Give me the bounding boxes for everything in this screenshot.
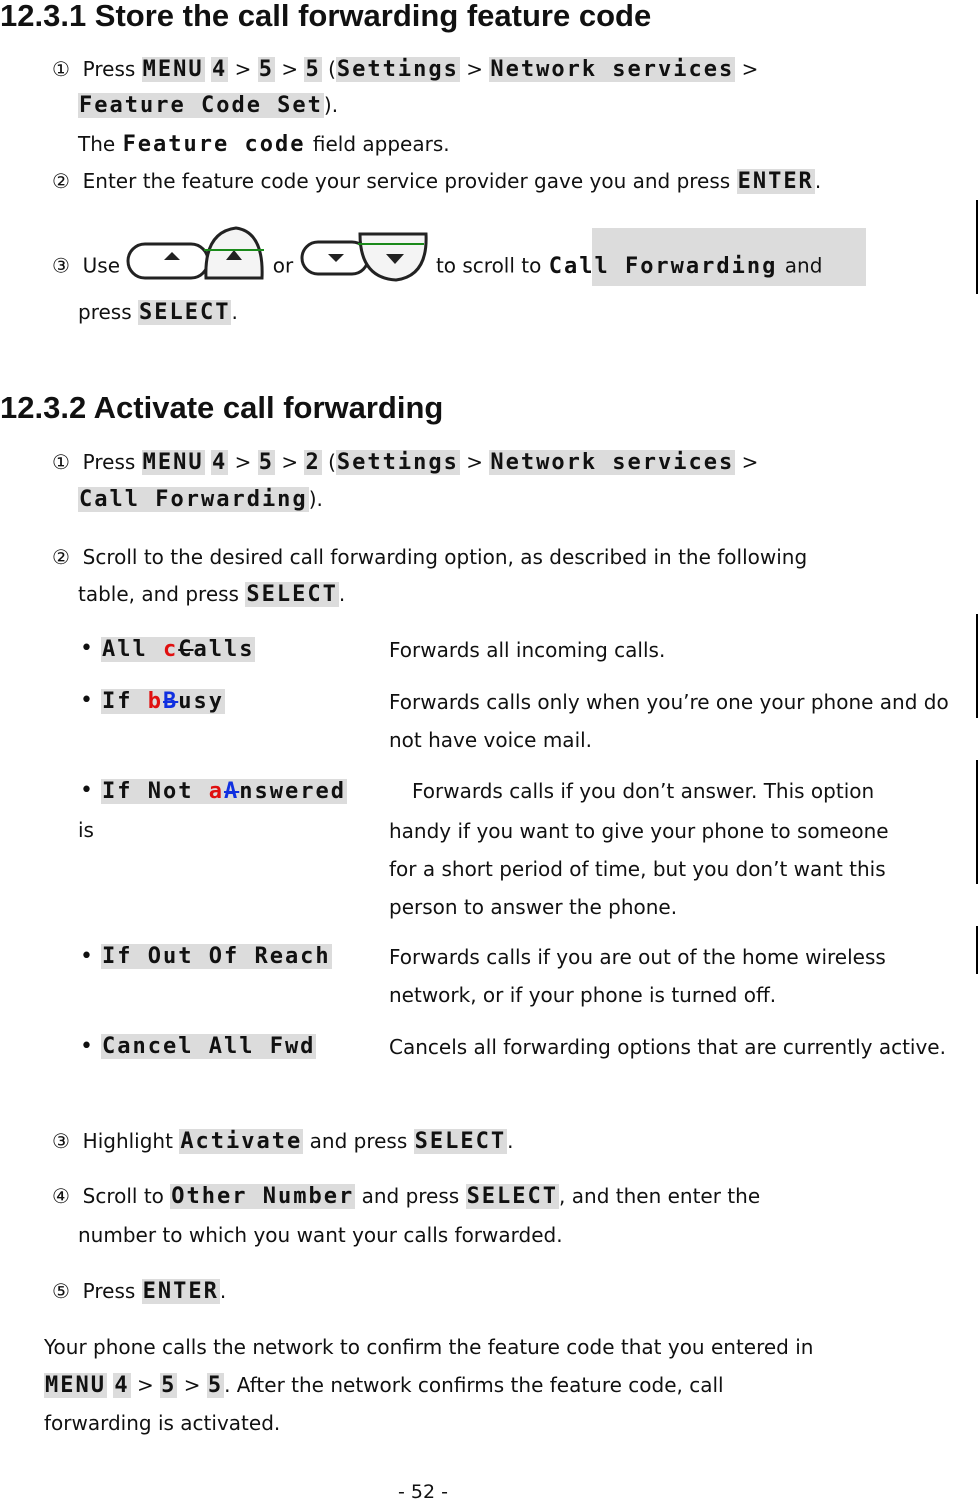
key-5: 5 [161, 1373, 177, 1398]
option-if-out-of-reach: If Out Of Reach [102, 944, 331, 969]
key-select: SELECT [466, 1184, 559, 1209]
option-if-busy-desc: Forwards calls only when you’re one your phone and do not have voice mail. [389, 690, 949, 752]
key-5: 5 [305, 57, 321, 82]
key-enter: ENTER [142, 1279, 219, 1304]
section-heading-12-3-2: 12.3.2 Activate call forwarding [0, 390, 444, 425]
key-menu: MENU [45, 1373, 106, 1398]
step-2: ② Enter the feature code your service provider gave you and press ENTER. [52, 169, 822, 194]
s2-step-4-line-1: ④ Scroll to Other Number and press SELECT, and then enter the [52, 1184, 761, 1209]
key-5: 5 [258, 450, 274, 475]
option-if-not-answered: If Not aAnswered [102, 779, 346, 804]
down-arrow-key-icon [300, 224, 430, 310]
option-if-busy: If bBusy [102, 689, 224, 714]
section-heading-12-3-1: 12.3.1 Store the call forwarding feature code [0, 0, 652, 33]
option-all-calls-desc: Forwards all incoming calls. [389, 638, 666, 662]
up-arrow-key-icon [126, 224, 266, 310]
key-select: SELECT [414, 1129, 507, 1154]
step-1-line-3: The Feature code field appears. [78, 132, 450, 157]
option-if-out-of-reach-desc: Forwards calls if you are out of the home wireless network, or if your phone is turned off. [389, 945, 886, 1007]
bullet: • [80, 688, 93, 713]
closing-line-3: forwarding is activated. [44, 1411, 281, 1435]
option-if-not-answered-desc: handy if you want to give your phone to someone for a short period of time, but you don’t want this person to answer the phone. [389, 819, 889, 919]
key-5: 5 [207, 1373, 224, 1398]
step-3-line-2: press SELECT. [78, 300, 238, 325]
menu-call-forwarding: Call Forwarding [548, 253, 778, 279]
menu-network-services: Network services [490, 57, 735, 82]
field-feature-code: Feature code [122, 132, 306, 157]
key-4: 4 [212, 57, 228, 82]
key-select: SELECT [138, 300, 231, 325]
option-all-calls: All cCalls [102, 637, 255, 662]
step-3-line-1: ③ Use or to scroll to Call Forwarding and [52, 224, 822, 290]
menu-network-services: Network services [490, 450, 735, 475]
key-5: 5 [258, 57, 274, 82]
closing-line-1: Your phone calls the network to confirm the feature code that you entered in [44, 1335, 814, 1359]
key-menu: MENU [142, 57, 204, 82]
closing-line-2: MENU 4 > 5 > 5. After the network confirms the feature code, call [45, 1373, 724, 1398]
s2-step-2-line-2: table, and press SELECT. [78, 582, 346, 607]
s2-step-1-line-2: Call Forwarding). [79, 487, 323, 512]
step-1-line-1: ① Press MENU 4 > 5 > 5 (Settings > Network services > [52, 57, 759, 82]
s2-step-2-line-1: ② Scroll to the desired call forwarding option, as described in the following [52, 545, 808, 569]
bullet: • [80, 636, 93, 661]
page-number: - 52 - [398, 1481, 448, 1503]
option-cancel-all-fwd: Cancel All Fwd [102, 1034, 316, 1059]
key-4: 4 [212, 450, 228, 475]
option-if-not-answered-is: is [78, 818, 94, 842]
menu-settings: Settings [336, 57, 459, 82]
step-1-line-2: Feature Code Set). [79, 93, 339, 118]
menu-other-number: Other Number [171, 1184, 355, 1209]
option-cancel-all-fwd-desc: Cancels all forwarding options that are currently active. [389, 1035, 946, 1059]
key-select: SELECT [246, 582, 338, 607]
bullet: • [80, 1034, 93, 1059]
key-menu: MENU [142, 450, 204, 475]
menu-settings: Settings [336, 450, 459, 475]
option-if-not-answered-desc-first: Forwards calls if you don’t answer. This option [412, 779, 875, 803]
bullet: • [80, 778, 93, 803]
menu-call-forwarding: Call Forwarding [79, 487, 308, 512]
key-4: 4 [114, 1373, 130, 1398]
s2-step-5: ⑤ Press ENTER. [52, 1279, 227, 1304]
s2-step-3: ③ Highlight Activate and press SELECT. [52, 1129, 514, 1154]
s2-step-4-line-2: number to which you want your calls forwarded. [78, 1223, 563, 1247]
bullet: • [80, 944, 93, 969]
menu-feature-code-set: Feature Code Set [79, 93, 323, 118]
s2-step-1-line-1: ① Press MENU 4 > 5 > 2 (Settings > Network services > [52, 450, 759, 475]
key-enter: ENTER [737, 169, 814, 194]
menu-activate: Activate [180, 1129, 303, 1154]
key-2: 2 [305, 450, 321, 475]
